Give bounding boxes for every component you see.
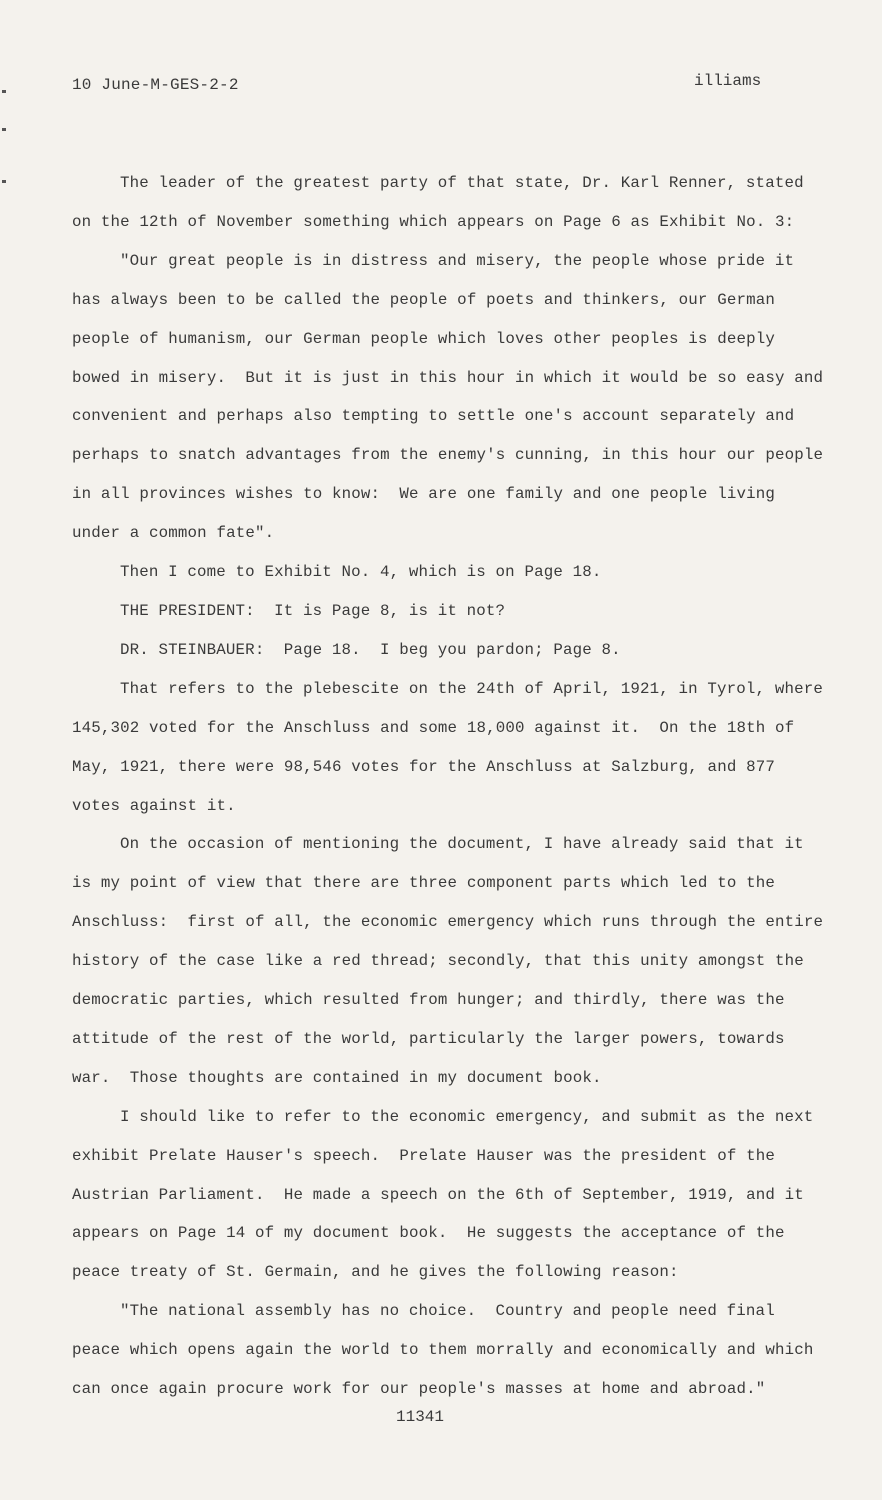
reporter-name: illiams: [694, 72, 762, 90]
page-number: 11341: [396, 1408, 445, 1426]
edge-mark: [2, 90, 6, 93]
paragraph: The leader of the greatest party of that state, Dr. Karl Renner, stated on the 12th of November something which appears on Page 6 as Exhibit No. 3:: [72, 174, 814, 231]
paragraph: Then I come to Exhibit No. 4, which is on Page 18.: [120, 563, 602, 582]
quoted-paragraph: "Our great people is in distress and misery, the people whose pride it has always been to be called the people of poets and thinkers, our German people of humanism, our German people which loves other peoples is deeply bowed in misery. But it is just in this hour in which it would be so easy and convenient and perhaps also tempting to settle one's account separately and perhaps to snatch advantages from the enemy's cunning, in this hour our people in all provinces wishes to know: We are one family and one people living under a common fate".: [72, 251, 833, 543]
edge-mark: [2, 180, 6, 183]
speaker-line: THE PRESIDENT: It is Page 8, is it not?: [120, 601, 506, 620]
document-reference: 10 June-M-GES-2-2: [72, 76, 239, 94]
edge-mark: [2, 128, 6, 131]
quoted-paragraph: "The national assembly has no choice. Country and people need final peace which opens again the world to them morrally and economically and which can once again procure work for our people's masses at home and abroad.": [72, 1302, 824, 1399]
paragraph: On the occasion of mentioning the document, I have already said that it is my point of view that there are three component parts which led to the Anschluss: first of all, the economic emergency which runs through the entire history of the case like a red thread; secondly, that this unity amongst the democratic parties, which resulted from hunger; and thirdly, there was the attitude of the rest of the world, particularly the larger powers, towards war. Those thoughts are contained in my document book.: [72, 835, 833, 1087]
paragraph: I should like to refer to the economic emergency, and submit as the next exhibit Prelate Hauser's speech. Prelate Hauser was the president of the Austrian Parliament. He made a speech on the 6th of September, 1919, and it appears on Page 14 of my document book. He suggests the acceptance of the peace treaty of St. Germain, and he gives the following reason:: [72, 1107, 823, 1282]
speaker-line: DR. STEINBAUER: Page 18. I beg you pardon; Page 8.: [120, 640, 621, 659]
transcript-body: [72, 164, 832, 1409]
paragraph: That refers to the plebescite on the 24th of April, 1921, in Tyrol, where 145,302 voted for the Anschluss and some 18,000 against it. On the 18th of May, 1921, there were 98,546 votes for the Anschluss at Salzburg, and 877 votes against it.: [72, 679, 833, 815]
